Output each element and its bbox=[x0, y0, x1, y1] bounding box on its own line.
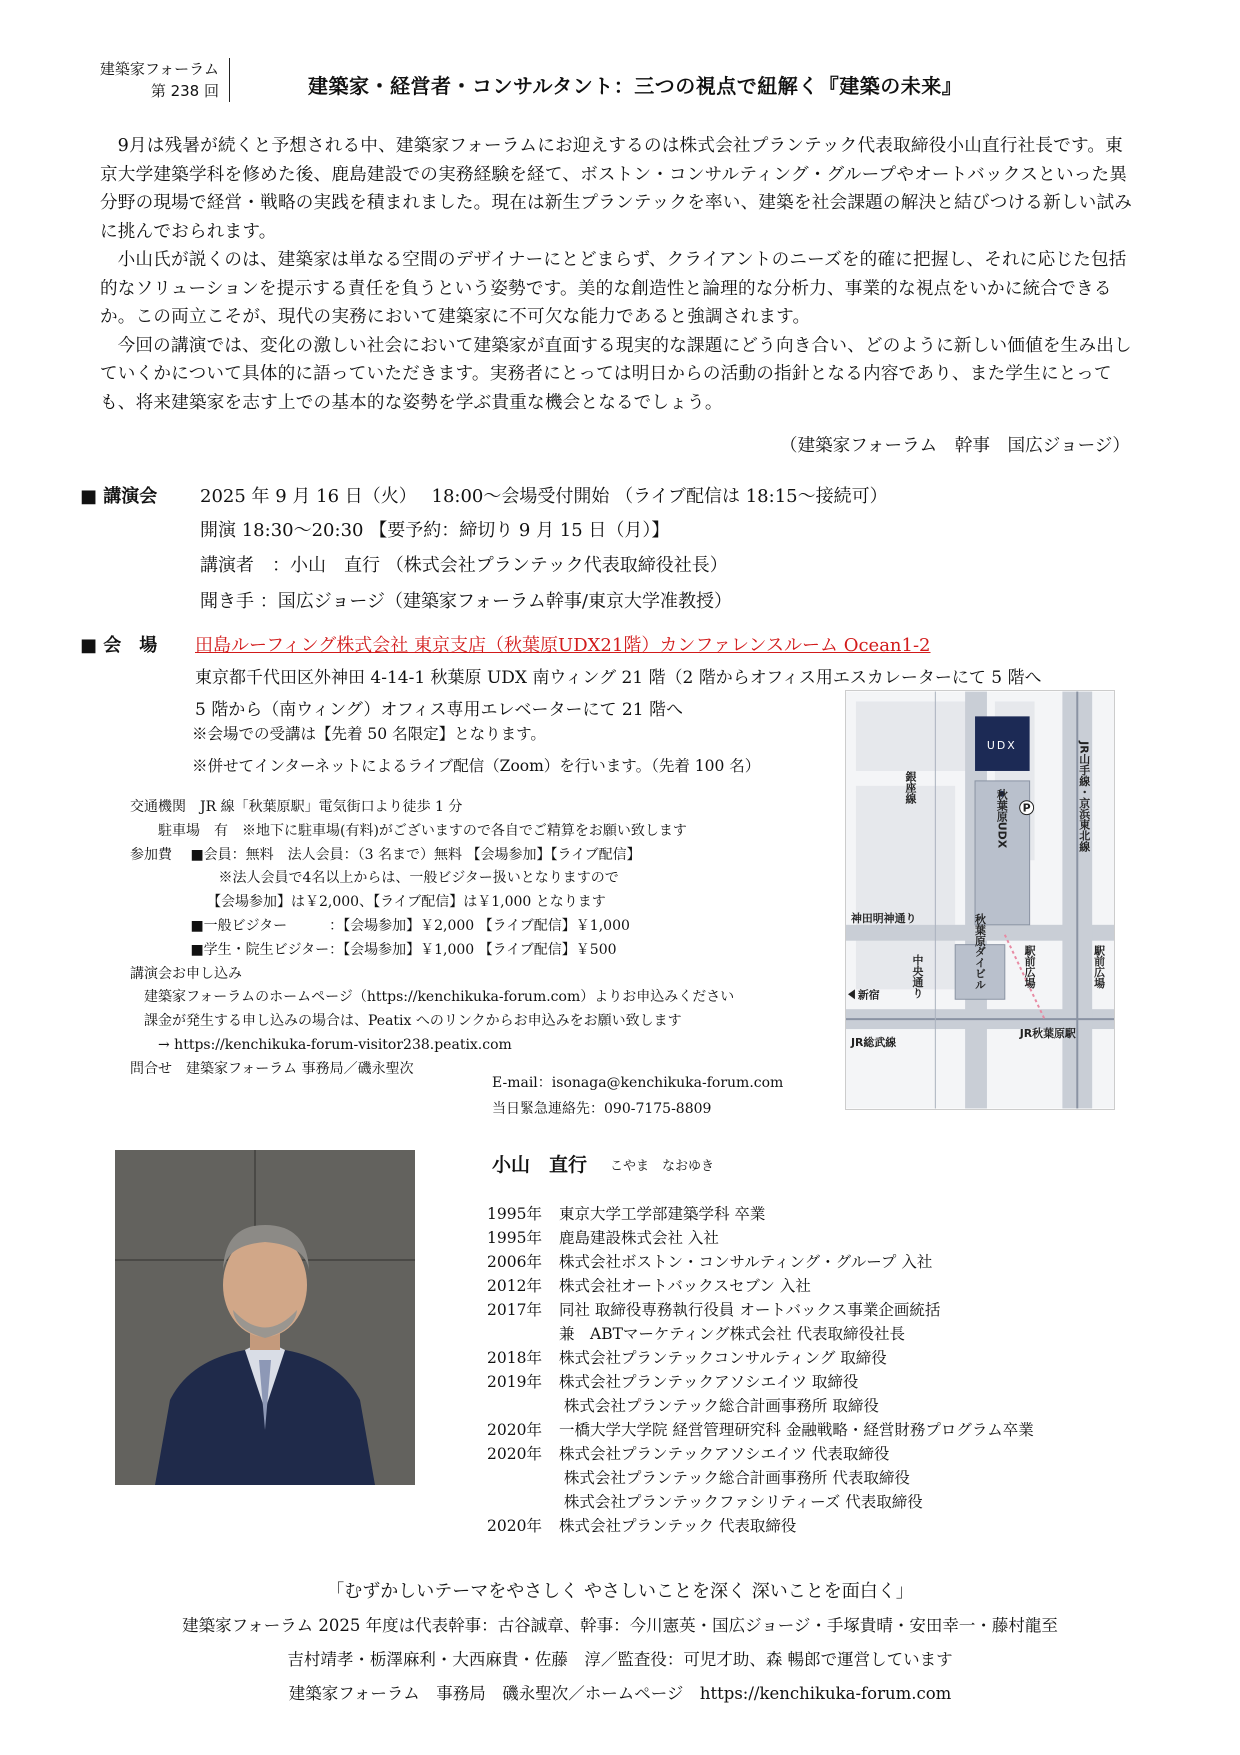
bio-text: 東京大学工学部建築学科 卒業 bbox=[559, 1205, 766, 1223]
apply-web: 建築家フォーラムのホームページ（https://kenchikuka-forum.com）よりお申込みください bbox=[130, 989, 735, 1006]
bio-year: 1995年 bbox=[487, 1205, 542, 1223]
lecture-host: 聞き手 ：国広ジョージ（建築家フォーラム幹事/東京大学准教授） bbox=[200, 591, 732, 612]
lecture-speaker: 講演者 ：小山 直行 （株式会社プランテック代表取締役社長） bbox=[200, 555, 728, 576]
bio-year bbox=[487, 1394, 559, 1418]
bio-text: 株式会社プランテックコンサルティング 取締役 bbox=[559, 1349, 887, 1367]
bio-text: 一橋大学大学院 経営管理研究科 金融戦略・経営財務プログラム卒業 bbox=[559, 1421, 1034, 1439]
map-label-sobu: JR総武線 bbox=[850, 1035, 897, 1049]
map-label-chuo: 中央通り bbox=[910, 954, 924, 999]
speaker-photo bbox=[115, 1150, 415, 1485]
venue-address-line: 東京都千代田区外神田 4-14-1 秋葉原 UDX 南ウィング 21 階（2 階からオフィス用エスカレーターにて 5 階へ bbox=[195, 668, 1042, 688]
bio-row bbox=[487, 1490, 1034, 1514]
lecture-label: ■ 講演会 bbox=[80, 486, 158, 507]
bio-text: 同社 取締役専務執行役員 オートバックス事業企画統括 bbox=[559, 1301, 941, 1319]
map-block bbox=[856, 786, 955, 925]
bio-year: 1995年 bbox=[487, 1229, 542, 1247]
map-label-ekimae-2: 駅前広場 bbox=[1092, 944, 1106, 989]
bio-row bbox=[487, 1394, 1034, 1418]
bio-text: 株式会社プランテック 代表取締役 bbox=[559, 1517, 797, 1535]
fee-member: 参加費 ■会員：無料 法人会員：（3 名まで）無料 【会場参加】【ライブ配信】 bbox=[130, 846, 641, 863]
intro-text bbox=[100, 132, 1140, 417]
bio-row bbox=[487, 1298, 1034, 1322]
fee-corp-note: ※法人会員で4名以上からは、一般ビジター扱いとなりますので bbox=[130, 870, 619, 887]
bio-row bbox=[487, 1346, 1034, 1370]
intro-paragraph: 小山氏が説くのは、建築家は単なる空間のデザイナーにとどまらず、クライアントのニーズを的確に把握し、それに応じた包括的なソリューションを提示する責任を負うという姿勢です。美的な創造性と論理的な分析力、事業的な視点をいかに統合できるか。この両立こそが、現代の実務において建築家に不可欠な能力であると強調されます。 bbox=[100, 250, 1127, 327]
fee-corp-price: 【会場参加】は￥2,000、【ライブ配信】は￥1,000 となります bbox=[130, 894, 606, 911]
bio-text: 鹿島建設株式会社 入社 bbox=[559, 1229, 719, 1247]
bio-row bbox=[487, 1202, 1034, 1226]
map-label-ekimae-1: 駅前広場 bbox=[1023, 944, 1037, 989]
contact-details bbox=[492, 1070, 783, 1122]
map-label-akiba-udx: 秋葉原UDX bbox=[995, 789, 1009, 849]
bio-year: 2017年 bbox=[487, 1301, 542, 1319]
footer-line: 建築家フォーラム 2025 年度は代表幹事：古谷誠章、幹事：今川憲英・国広ジョージ・手塚貴晴・安田幸一・藤村龍至 bbox=[182, 1616, 1058, 1635]
map-label-jr-station: JR秋葉原駅 bbox=[1019, 1026, 1076, 1040]
bio-text: 株式会社プランテックファシリティーズ 代表取締役 bbox=[559, 1493, 923, 1511]
tagline: 「むずかしいテーマをやさしく やさしいことを深く 深いことを面白く」 bbox=[326, 1581, 914, 1602]
series-name: 建築家フォーラム bbox=[99, 60, 219, 78]
bio-row bbox=[487, 1250, 1034, 1274]
footer-line: 吉村靖孝・栃澤麻利・大西麻貴・佐藤 淳／監査役：可児才助、森 暢郎で運営しています bbox=[287, 1650, 953, 1669]
venue-note: ※併せてインターネットによるライブ配信（Zoom）を行います。（先着 100 名） bbox=[192, 757, 761, 775]
bio-year bbox=[487, 1322, 559, 1346]
bio-text: 兼 ABTマーケティング株式会社 代表取締役社長 bbox=[559, 1325, 905, 1343]
bio-text: 株式会社プランテックアソシエイツ 代表取締役 bbox=[559, 1445, 890, 1463]
map-label-jr-line: JR山手線・京浜東北線 bbox=[1077, 741, 1091, 852]
intro-signature: （建築家フォーラム 幹事 国広ジョージ） bbox=[779, 436, 1130, 456]
intro-paragraph: 9月は残暑が続くと予想される中、建築家フォーラムにお迎えするのは株式会社プランテック代表取締役小山直行社長です。東京大学建築学科を修めた後、鹿島建設での実務経験を経て、ボストン・コンサルティング・グループやオートバックスといった異分野の現場で経営・戦略の実践を積まれました。現在は新生プランテックを率い、建築を社会課題の解決と結びつける新しい試みに挑んでおられます。 bbox=[100, 136, 1133, 242]
fee-student: ■学生・院生ビジター：【会場参加】￥1,000 【ライブ配信】￥500 bbox=[130, 941, 617, 958]
venue-label: ■ 会 場 bbox=[80, 635, 158, 656]
document-title: 建築家・経営者・コンサルタント：三つの視点で紐解く『建築の未来』 bbox=[308, 74, 963, 98]
bio-year bbox=[487, 1466, 559, 1490]
bio-row bbox=[487, 1274, 1034, 1298]
bio-year: 2006年 bbox=[487, 1253, 542, 1271]
bio-text: 株式会社プランテック総合計画事務所 代表取締役 bbox=[559, 1469, 910, 1487]
bio-year: 2012年 bbox=[487, 1277, 542, 1295]
venue-address-line: 5 階から（南ウィング）オフィス専用エレベーターにて 21 階へ bbox=[195, 700, 683, 720]
bio-text: 株式会社オートバックスセブン 入社 bbox=[559, 1277, 811, 1295]
bio-text: 株式会社ボストン・コンサルティング・グループ 入社 bbox=[559, 1253, 933, 1271]
apply-peatix: 課金が発生する申し込みの場合は、Peatix へのリンクからお申込みをお願い致します bbox=[130, 1013, 682, 1030]
bio-row bbox=[487, 1370, 1034, 1394]
footer-line: 建築家フォーラム 事務局 磯永聖次／ホームページ https://kenchikuka-forum.com bbox=[288, 1684, 952, 1703]
bio-year bbox=[487, 1490, 559, 1514]
map-label-kanda: 神田明神通り bbox=[850, 911, 917, 925]
emergency-contact: 当日緊急連絡先：090-7175-8809 bbox=[492, 1101, 712, 1117]
bio-year: 2019年 bbox=[487, 1373, 542, 1391]
bio-text: 株式会社プランテック総合計画事務所 取締役 bbox=[559, 1397, 879, 1415]
map-label-shinjuku: 新宿 bbox=[857, 988, 880, 1002]
bio-row bbox=[487, 1226, 1034, 1250]
map-label-daibiru: 秋葉原ダイビル bbox=[973, 913, 987, 990]
bio-row bbox=[487, 1418, 1034, 1442]
contact-info: 問合せ 建築家フォーラム 事務局／磯永聖次 bbox=[130, 1060, 414, 1077]
fee-general: ■一般ビジター ：【会場参加】￥2,000 【ライブ配信】￥1,000 bbox=[130, 917, 630, 934]
bio-row bbox=[487, 1514, 1034, 1538]
lecture-date: 2025 年 9 月 16 日（火） 18:00～会場受付開始 （ライブ配信は 18:15～接続可） bbox=[200, 486, 888, 507]
venue-link[interactable]: 田島ルーフィング株式会社 東京支店（秋葉原UDX21階）カンファレンスルーム Ocean1-2 bbox=[195, 635, 931, 656]
lecture-time: 開演 18:30～20:30 【要予約：締切り 9 月 15 日（月）】 bbox=[200, 520, 670, 541]
footer bbox=[0, 1575, 1240, 1711]
series-label bbox=[60, 58, 230, 102]
event-info bbox=[130, 796, 734, 1082]
bio-year: 2018年 bbox=[487, 1349, 542, 1367]
bio-row bbox=[487, 1442, 1034, 1466]
map-label-ginza: 銀座線 bbox=[904, 770, 918, 804]
bio-text: 株式会社プランテックアソシエイツ 取締役 bbox=[559, 1373, 859, 1391]
bio-year: 2020年 bbox=[487, 1421, 542, 1439]
bio-row bbox=[487, 1322, 1034, 1346]
apply-title: 講演会お申し込み bbox=[130, 965, 242, 982]
map-block bbox=[856, 940, 955, 990]
map-label-udx: UDX bbox=[986, 739, 1017, 753]
parking-icon: P bbox=[1022, 801, 1031, 815]
access-info: 交通機関 JR 線「秋葉原駅」電気街口より徒歩 1 分 bbox=[130, 799, 463, 815]
bio-year: 2020年 bbox=[487, 1445, 542, 1463]
apply-url-link[interactable]: → https://kenchikuka-forum-visitor238.peatix.com bbox=[130, 1036, 512, 1053]
bio-year: 2020年 bbox=[487, 1517, 542, 1535]
intro-paragraph: 今回の講演では、変化の激しい社会において建築家が直面する現実的な課題にどう向き合い、どのように新しい価値を生み出していくかについて具体的に語っていただきます。実務者にとっては明日からの活動の指針となる内容であり、また学生にとっても、将来建築家を志す上での基本的な姿勢を学ぶ貴重な機会となるでしょう。 bbox=[100, 335, 1132, 413]
venue-map bbox=[845, 690, 1115, 1110]
venue-note: ※会場での受講は【先着 50 名限定】となります。 bbox=[192, 725, 546, 743]
speaker-name: 小山 直行 bbox=[492, 1154, 588, 1176]
parking-info: 駐車場 有 ※地下に駐車場(有料)がございますので各自でご精算をお願い致します bbox=[130, 822, 687, 839]
speaker-bio bbox=[487, 1202, 1034, 1538]
speaker-kana: こやま なおゆき bbox=[610, 1159, 715, 1174]
venue-notes bbox=[192, 718, 760, 782]
bio-row bbox=[487, 1466, 1034, 1490]
contact-email[interactable]: E-mail：isonaga@kenchikuka-forum.com bbox=[492, 1075, 784, 1091]
session-number: 第 238 回 bbox=[150, 82, 219, 100]
